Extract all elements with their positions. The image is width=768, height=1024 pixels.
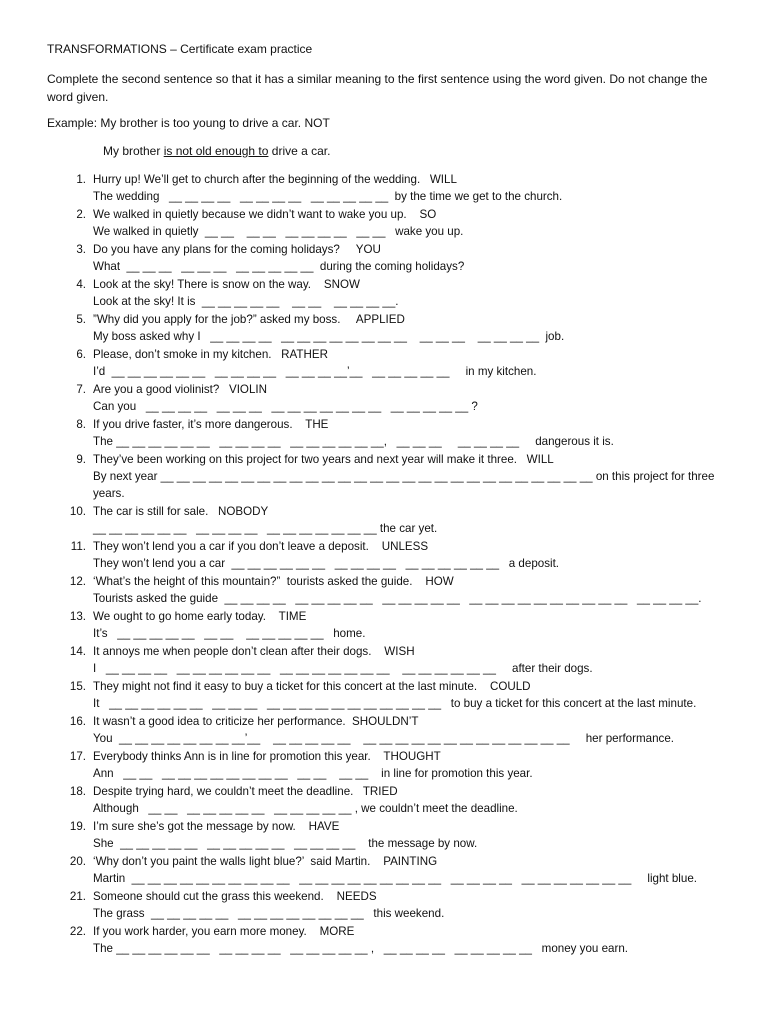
question-number: 14.	[69, 645, 86, 659]
question-prompt: Hurry up! We’ll get to church after the beginning of the wedding. WILL	[93, 173, 457, 186]
question-prompt: I’m sure she’s got the message by now. HAVE	[93, 820, 340, 834]
question-number: 11.	[70, 540, 86, 554]
question-item	[0, 678, 768, 712]
question-number: 8.	[76, 418, 86, 431]
question-item	[0, 853, 768, 887]
question-number: 18.	[69, 785, 86, 799]
question-number: 17.	[69, 750, 86, 764]
question-answer-line: She __ __ __ __ __ __ __ __ __ __ __ __ __ __ the message by now.	[93, 837, 478, 851]
question-prompt: They might not find it easy to buy a ticket for this concert at the last minute. COULD	[93, 680, 531, 694]
question-answer-line: You __ __ __ __ __ __ __ __’__ __ __ __ __ __ __ __ __ __ __ __ __ __ __ __ __ __ __ her performance.	[93, 732, 675, 746]
question-number: 9.	[76, 453, 86, 466]
example-line: Example: My brother is too young to drive a car. NOT	[47, 116, 330, 130]
question-answer-line: Ann __ __ __ __ __ __ __ __ __ __ __ __ __ __ in line for promotion this year.	[93, 767, 533, 781]
question-answer-line: My boss asked why I __ __ __ __ __ __ __ __ __ __ __ __ __ __ __ __ __ __ __ job.	[93, 330, 565, 344]
question-item	[0, 311, 768, 345]
question-answer-line: They won’t lend you a car __ __ __ __ __ __ __ __ __ __ __ __ __ __ __ __ a deposit.	[93, 557, 560, 571]
question-item	[0, 206, 768, 240]
question-answer-line: By next year __ __ __ __ __ __ __ __ __ __ __ __ __ __ __ __ __ __ __ __ __ __ __ __ __ __ __ on this project for three years.	[93, 470, 715, 501]
question-prompt: We ought to go home early today. TIME	[93, 610, 307, 624]
question-prompt: Look at the sky! There is snow on the way. SNOW	[93, 278, 360, 291]
question-answer-line: What __ __ __ __ __ __ __ __ __ __ __ during the coming holidays?	[93, 260, 465, 274]
question-answer-line: The wedding __ __ __ __ __ __ __ __ __ __ __ __ __ by the time we get to the church.	[93, 190, 563, 204]
question-answer-line: Martin __ __ __ __ __ __ __ __ __ __ __ __ __ __ __ __ __ __ __ __ __ __ __ __ __ __ __ __ __ __ light blue.	[93, 872, 698, 886]
question-number: 22.	[69, 925, 86, 939]
question-number: 20.	[69, 855, 86, 869]
question-answer-line: I __ __ __ __ __ __ __ __ __ __ __ __ __ __ __ __ __ __ __ __ __ __ __ after their dogs.	[93, 662, 593, 676]
question-answer-line: Although __ __ __ __ __ __ __ __ __ __ __ __ , we couldn’t meet the deadline.	[93, 802, 518, 816]
question-item	[0, 748, 768, 782]
question-prompt: They won’t lend you a car if you don’t leave a deposit. UNLESS	[93, 540, 429, 554]
question-prompt: If you work harder, you earn more money. MORE	[93, 925, 355, 939]
question-number: 15.	[69, 680, 86, 694]
question-answer-line: I’d __ __ __ __ __ __ __ __ __ __ __ __ __ __’__ __ __ __ __ __ in my kitchen.	[93, 365, 537, 379]
question-prompt: ‘What’s the height of this mountain?” tourists asked the guide. HOW	[93, 575, 454, 589]
question-item	[0, 503, 768, 537]
question-prompt: Despite trying hard, we couldn’t meet the deadline. TRIED	[93, 785, 398, 799]
question-answer-line: The grass __ __ __ __ __ __ __ __ __ __ __ __ __ this weekend.	[93, 907, 445, 921]
question-number: 3.	[76, 243, 86, 256]
question-number: 13.	[69, 610, 86, 624]
question-prompt: It annoys me when people don’t clean after their dogs. WISH	[93, 645, 415, 659]
question-answer-line: __ __ __ __ __ __ __ __ __ __ __ __ __ __ __ __ __ the car yet.	[93, 522, 438, 536]
question-number: 2.	[76, 208, 86, 221]
question-number: 16.	[69, 715, 86, 729]
question-prompt: Everybody thinks Ann is in line for promotion this year. THOUGHT	[93, 750, 441, 764]
question-item	[0, 451, 768, 503]
question-number: 4.	[76, 278, 86, 291]
question-item	[0, 643, 768, 677]
question-prompt: We walked in quietly because we didn’t want to wake you up. SO	[93, 208, 437, 221]
question-item	[0, 381, 768, 415]
instructions: Complete the second sentence so that it has a similar meaning to the first sentence using the word given. Do not change the word given.	[47, 72, 708, 104]
question-item	[0, 276, 768, 310]
question-item	[0, 923, 768, 957]
question-item	[0, 573, 768, 607]
question-prompt: If you drive faster, it’s more dangerous. THE	[93, 418, 329, 431]
question-item	[0, 171, 768, 205]
question-list	[0, 171, 768, 958]
question-answer-line: Tourists asked the guide __ __ __ __ __ __ __ __ __ __ __ __ __ __ __ __ __ __ __ __ __ __ __ __ __ __ __ __.	[93, 592, 702, 606]
question-prompt: Please, don’t smoke in my kitchen. RATHER	[93, 348, 328, 361]
question-item	[0, 608, 768, 642]
question-item	[0, 241, 768, 275]
question-answer-line: Can you __ __ __ __ __ __ __ __ __ __ __ __ __ __ __ __ __ __ __ ?	[93, 400, 478, 414]
question-item	[0, 346, 768, 380]
question-answer-line: It’s __ __ __ __ __ __ __ __ __ __ __ __ home.	[93, 627, 366, 641]
example-answer-underlined: is not old enough to	[163, 144, 269, 158]
question-item	[0, 888, 768, 922]
question-number: 21.	[69, 890, 86, 904]
question-number: 6.	[76, 348, 86, 361]
question-prompt: They’ve been working on this project for two years and next year will make it three. WILL	[93, 453, 554, 466]
question-item	[0, 783, 768, 817]
question-item	[0, 713, 768, 747]
question-number: 19.	[69, 820, 86, 834]
question-prompt: Someone should cut the grass this weekend. NEEDS	[93, 890, 377, 904]
question-prompt: ”Why did you apply for the job?” asked my boss. APPLIED	[93, 313, 405, 326]
question-number: 7.	[76, 383, 86, 396]
question-prompt: Do you have any plans for the coming holidays? YOU	[93, 243, 381, 256]
question-item	[0, 538, 768, 572]
question-prompt: Are you a good violinist? VIOLIN	[93, 383, 267, 396]
question-item	[0, 818, 768, 852]
question-number: 10.	[69, 505, 86, 519]
question-answer-line: The __ __ __ __ __ __ __ __ __ __ __ __ __ __ __ __, __ __ __ __ __ __ __ dangerous it is.	[93, 435, 614, 449]
question-item	[0, 416, 768, 450]
question-answer-line: We walked in quietly __ __ __ __ __ __ __ __ __ __ wake you up.	[93, 225, 464, 239]
question-number: 5.	[76, 313, 86, 326]
question-answer-line: Look at the sky! It is __ __ __ __ __ __ __ __ __ __ __.	[93, 295, 399, 309]
page-title: TRANSFORMATIONS – Certificate exam practice	[47, 42, 313, 56]
question-prompt: ‘Why don’t you paint the walls light blue?’ said Martin. PAINTING	[93, 855, 438, 869]
question-number: 12.	[69, 575, 86, 589]
question-number: 1.	[76, 173, 86, 186]
example-answer	[103, 144, 330, 158]
question-prompt: It wasn’t a good idea to criticize her performance. SHOULDN’T	[93, 715, 419, 729]
example-answer-post: drive a car.	[268, 144, 331, 158]
example-answer-pre: My brother	[103, 144, 164, 158]
question-prompt: The car is still for sale. NOBODY	[93, 505, 269, 519]
question-answer-line: It __ __ __ __ __ __ __ __ __ __ __ __ __ __ __ __ __ __ __ __ to buy a ticket for this concert at the last minute.	[93, 697, 697, 711]
question-answer-line: The __ __ __ __ __ __ __ __ __ __ __ __ __ __ __ , __ __ __ __ __ __ __ __ __ money you earn.	[93, 942, 629, 956]
